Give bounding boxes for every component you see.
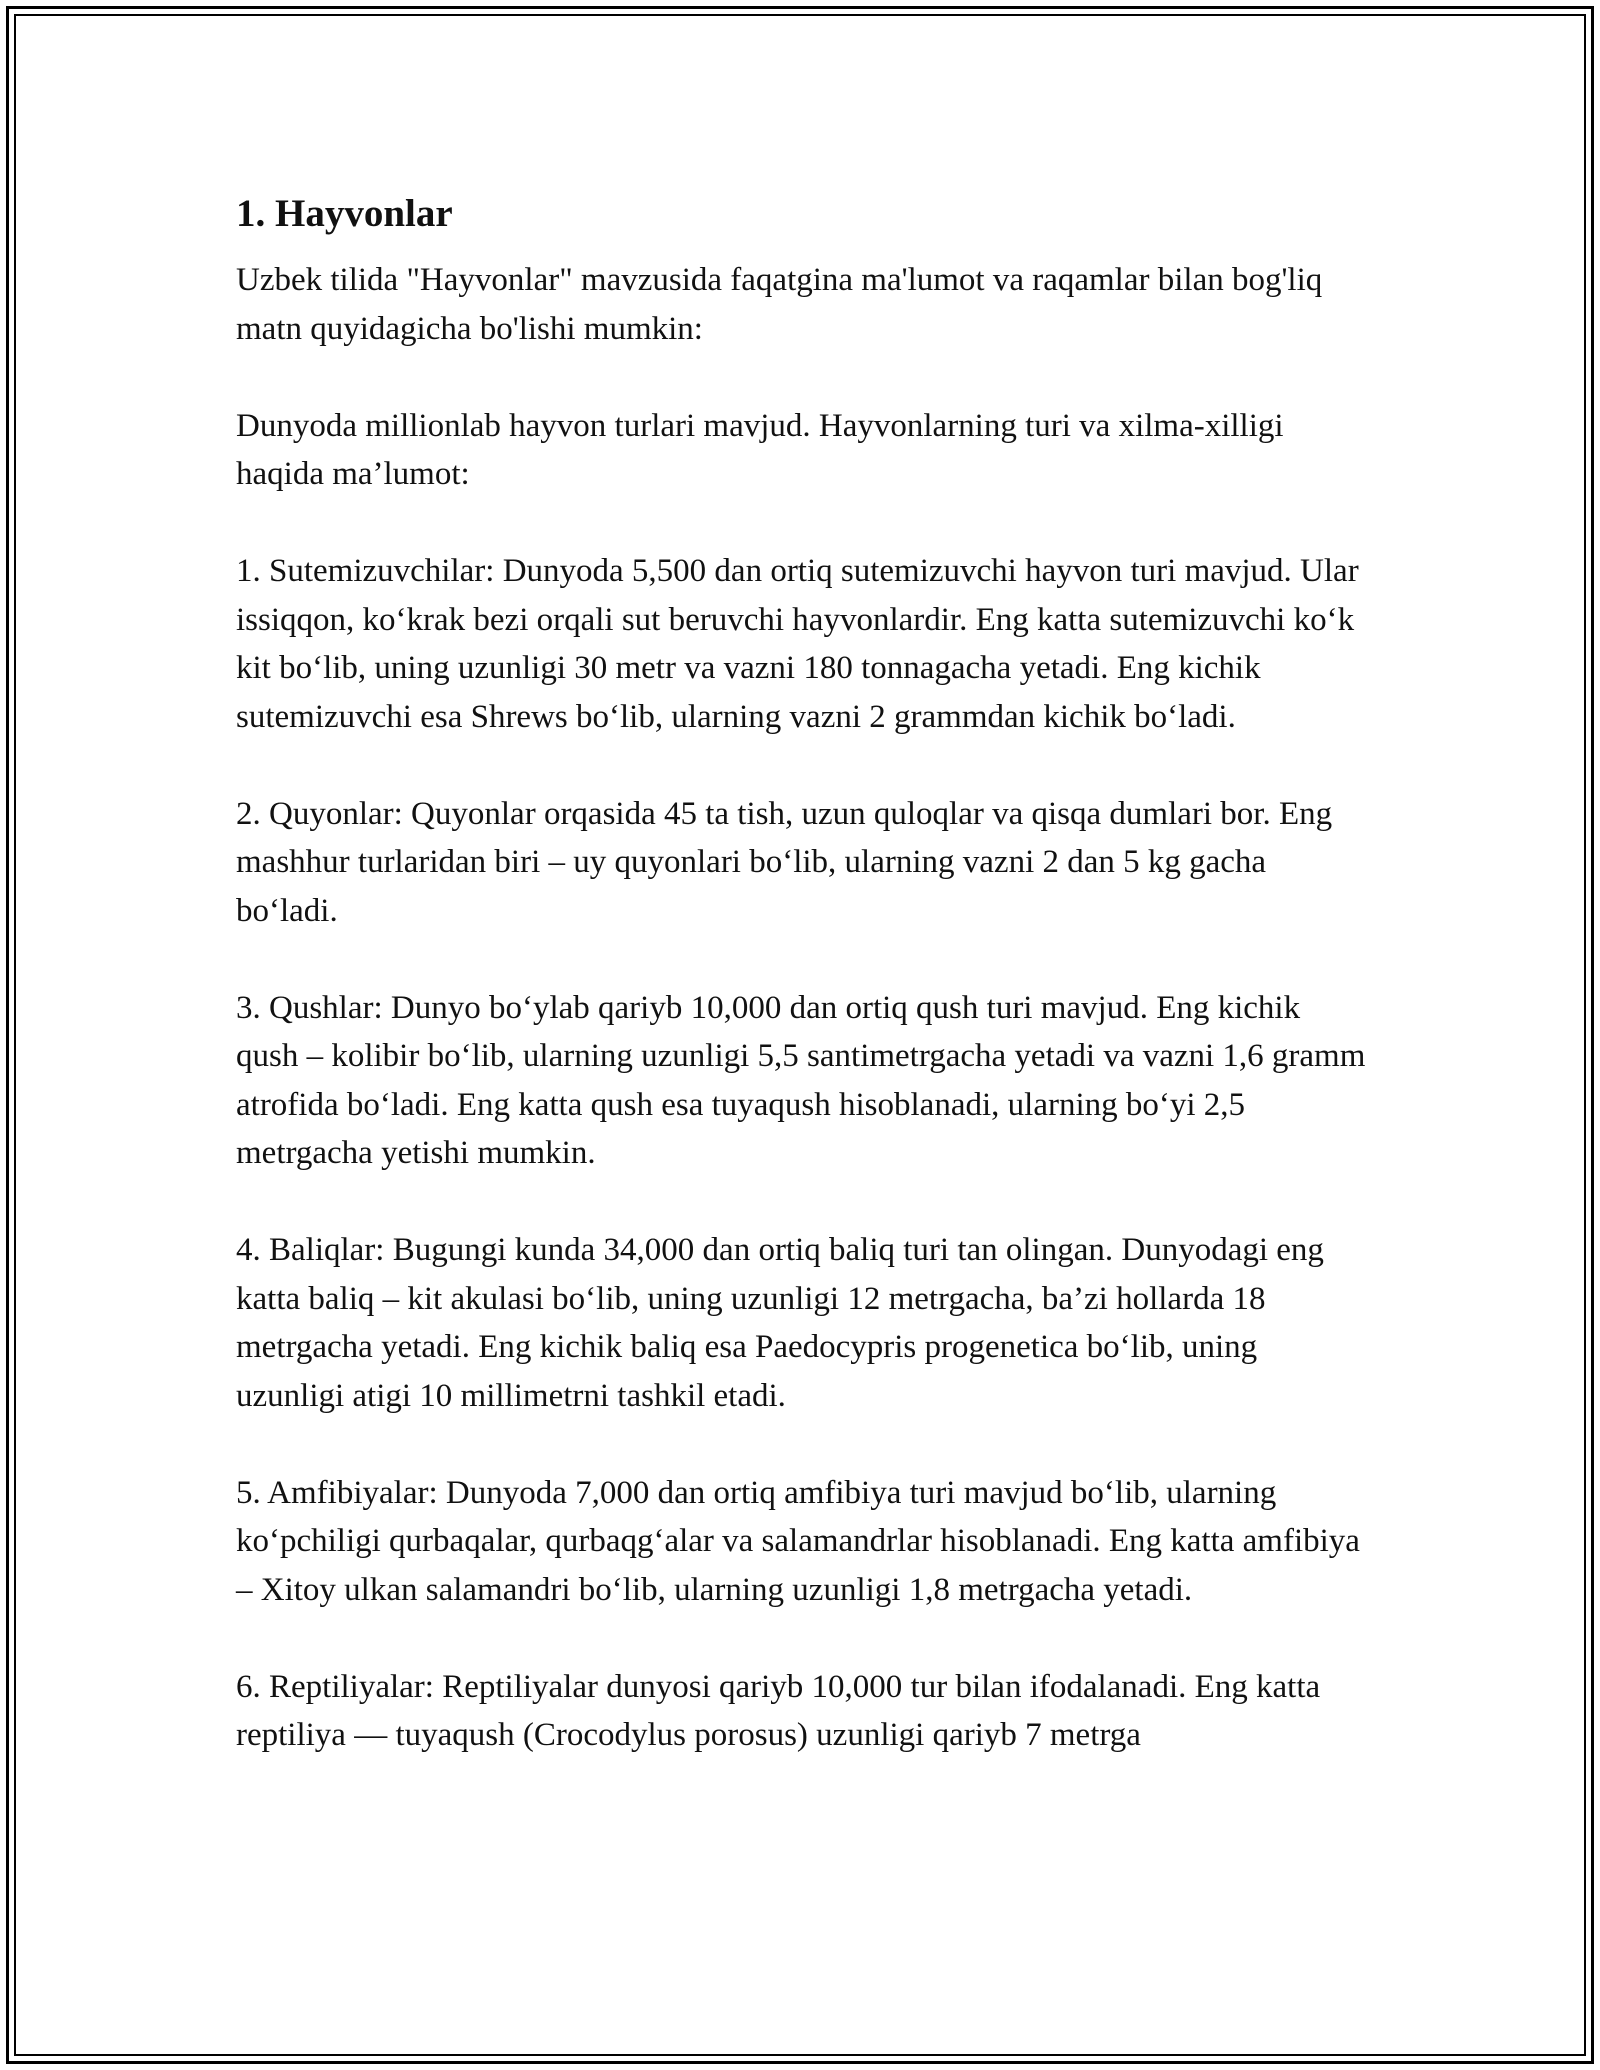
paragraph-mammals: 1. Sutemizuvchilar: Dunyoda 5,500 dan ortiq sutemizuvchi hayvon turi mavjud. Ular issiqqon, ko‘krak bezi orqali sut beruvchi hayvonlardir. Eng katta sutemizuvchi ko‘k kit bo‘lib, uning uzunligi 30 metr va vazni 180 tonnagacha yetadi. Eng kichik sutemizuvchi esa Shrews bo‘lib, ularning vazni 2 grammdan kichik bo‘ladi. <box>236 553 1359 735</box>
paragraph-intro: Uzbek tilida "Hayvonlar" mavzusida faqatgina ma'lumot va raqamlar bilan bog'liq matn quyidagicha bo'lishi mumkin: <box>236 262 1323 347</box>
paragraph-reptiles: 6. Reptiliyalar: Reptiliyalar dunyosi qariyb 10,000 tur bilan ifodalanadi. Eng katta reptiliya — tuyaqush (Crocodylus porosus) uzunligi qariyb 7 metrga <box>236 1668 1321 1753</box>
paragraph-birds: 3. Qushlar: Dunyo bo‘ylab qariyb 10,000 dan ortiq qush turi mavjud. Eng kichik qush – kolibir bo‘lib, ularning uzunligi 5,5 santimetrgacha yetadi va vazni 1,6 gramm atrofida bo‘ladi. Eng katta qush esa tuyaqush hisoblanadi, ularning bo‘yi 2,5 metrgacha yetishi mumkin. <box>236 989 1366 1171</box>
document-body <box>236 188 1366 1808</box>
paragraph-amphibians: 5. Amfibiyalar: Dunyoda 7,000 dan ortiq amfibiya turi mavjud bo‘lib, ularning ko‘pchiligi qurbaqalar, qurbaqg‘alar va salamandrlar hisoblanadi. Eng katta amfibiya – Xitoy ulkan salamandri bo‘lib, ularning uzunligi 1,8 metrgacha yetadi. <box>236 1474 1360 1608</box>
paragraph-rabbits: 2. Quyonlar: Quyonlar orqasida 45 ta tish, uzun quloqlar va qisqa dumlari bor. Eng mashhur turlaridan biri – uy quyonlari bo‘lib, ularning vazni 2 dan 5 kg gacha bo‘ladi. <box>236 795 1333 929</box>
paragraph-fish: 4. Baliqlar: Bugungi kunda 34,000 dan ortiq baliq turi tan olingan. Dunyodagi eng katta baliq – kit akulasi bo‘lib, uning uzunligi 12 metrgacha, ba’zi hollarda 18 metrgacha yetadi. Eng kichik baliq esa Paedocypris progenetica bo‘lib, uning uzunligi atigi 10 millimetrni tashkil etadi. <box>236 1232 1324 1414</box>
document-title: 1. Hayvonlar <box>236 192 453 235</box>
paragraph-overview: Dunyoda millionlab hayvon turlari mavjud. Hayvonlarning turi va xilma-xilligi haqida ma’lumot: <box>236 407 1284 492</box>
